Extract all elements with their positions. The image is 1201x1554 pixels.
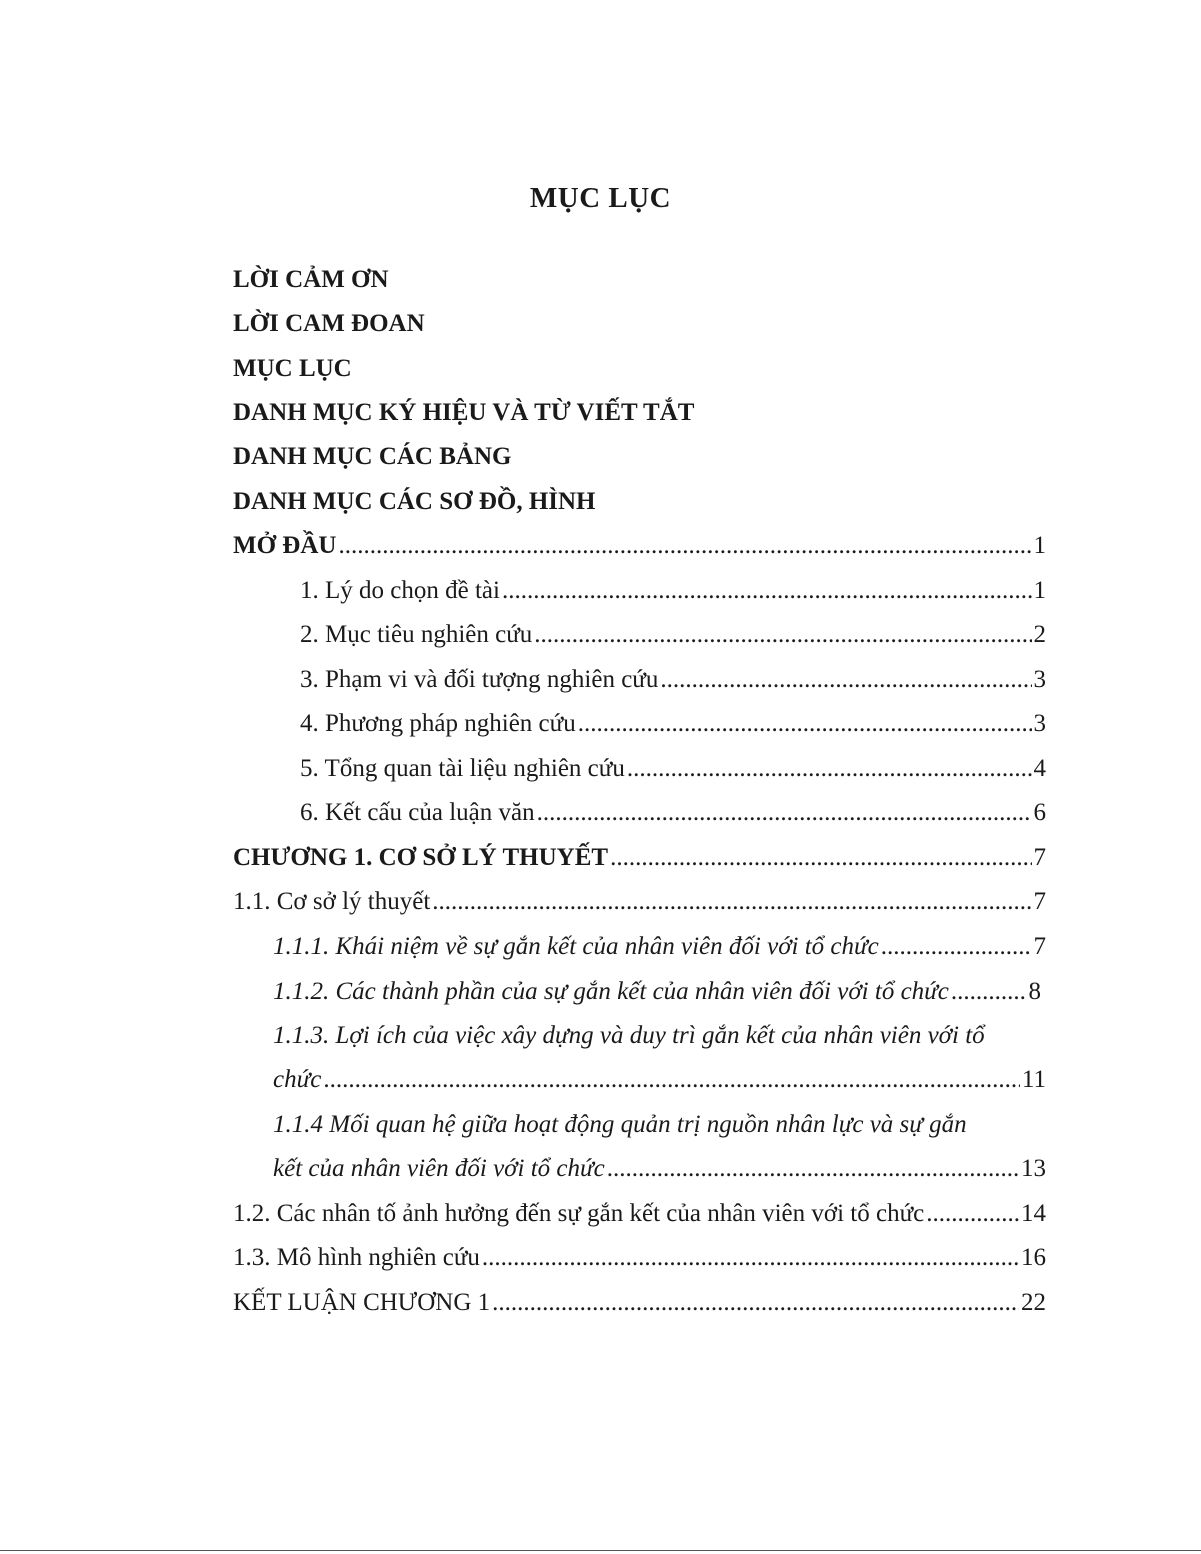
toc-page-number: 11 [1021,1066,1046,1093]
toc-entry-label: 6. Kết cấu của luận văn [300,799,535,826]
toc-page-number: 7 [1033,933,1046,960]
toc-entry-mo-dau[interactable] [0,526,1201,566]
toc-entry-1-1-3-cont[interactable] [0,1060,1201,1100]
toc-entry-conclusion-1[interactable] [0,1283,1201,1323]
toc-page-number: 2 [1033,621,1046,648]
toc-entry-label: 1.1.3. Lợi ích của việc xây dựng và duy trì gắn kết của nhân viên với tổ [273,1022,985,1049]
toc-page-number: 4 [1033,755,1046,782]
toc-entry-intro-2[interactable] [0,615,1201,655]
toc-entry-label: LỜI CẢM ƠN [233,266,389,293]
toc-entry-1-1-4-cont[interactable] [0,1149,1201,1189]
toc-entry-loi-cam-on[interactable] [0,260,1201,300]
toc-entry-chapter-1[interactable] [0,838,1201,878]
toc-page-number: 16 [1021,1244,1046,1271]
dot-leader [578,704,1032,744]
toc-entry-1-2[interactable] [0,1194,1201,1234]
toc-entry-intro-1[interactable] [0,571,1201,611]
dot-leader [432,882,1031,922]
toc-entry-label: chức [273,1066,322,1093]
toc-page-number: 3 [1033,710,1046,737]
dot-leader [338,526,1031,566]
toc-entry-1-1-2[interactable] [0,972,1201,1012]
dot-leader [534,615,1031,655]
toc-entry-intro-6[interactable] [0,793,1201,833]
dot-leader [926,1194,1019,1234]
dot-leader [610,838,1031,878]
toc-entry-danh-muc-so-do[interactable] [0,482,1201,522]
dot-leader [951,972,1027,1012]
toc-entry-danh-muc-ky-hieu[interactable] [0,393,1201,433]
toc-entry-1-1-1[interactable] [0,927,1201,967]
page-title: MỤC LỤC [529,182,672,214]
toc-entry-label: MỤC LỤC [233,355,352,382]
toc-entry-label: MỞ ĐẦU [233,532,337,559]
toc-entry-label: kết của nhân viên đối với tổ chức [273,1155,605,1182]
toc-entry-label: 2. Mục tiêu nghiên cứu [300,621,533,648]
dot-leader [323,1060,1020,1100]
toc-entry-danh-muc-bang[interactable] [0,437,1201,477]
toc-entry-label: 1.1.4 Mối quan hệ giữa hoạt động quản trị nguồn nhân lực và sự gắn [273,1111,967,1138]
toc-page-number: 1 [1033,532,1046,559]
page-bottom-rule [0,1550,1201,1551]
dot-leader [607,1149,1019,1189]
toc-entry-label: LỜI CAM ĐOAN [233,310,425,337]
toc-page-number: 8 [1028,978,1041,1005]
toc-entry-label: 3. Phạm vi và đối tượng nghiên cứu [300,666,659,693]
toc-entry-label: 1.1.2. Các thành phần của sự gắn kết của nhân viên đối với tổ chức [273,978,949,1005]
dot-leader [881,927,1032,967]
toc-entry-label: 1.2. Các nhân tố ảnh hưởng đến sự gắn kết của nhân viên với tổ chức [233,1200,925,1227]
toc-entry-label: 1. Lý do chọn đề tài [300,577,500,604]
toc-entry-intro-5[interactable] [0,749,1201,789]
toc-page-number: 7 [1033,844,1046,871]
dot-leader [627,749,1032,789]
toc-entry-label: DANH MỤC CÁC BẢNG [233,443,512,470]
toc-page-number: 1 [1033,577,1046,604]
toc-entry-1-1-4[interactable] [0,1105,1201,1145]
toc-entry-1-1[interactable] [0,882,1201,922]
toc-entry-label: 5. Tổng quan tài liệu nghiên cứu [300,755,625,782]
toc-page-number: 7 [1033,888,1046,915]
dot-leader [660,660,1031,700]
toc-page-number: 14 [1021,1200,1046,1227]
toc-page-number: 22 [1021,1289,1046,1316]
toc-entry-intro-3[interactable] [0,660,1201,700]
dot-leader [502,571,1032,611]
toc-entry-label: 4. Phương pháp nghiên cứu [300,710,576,737]
toc-entry-label: CHƯƠNG 1. CƠ SỞ LÝ THUYẾT [233,844,609,871]
dot-leader [537,793,1032,833]
toc-entry-label: DANH MỤC KÝ HIỆU VÀ TỪ VIẾT TẮT [233,399,695,426]
toc-entry-label: 1.3. Mô hình nghiên cứu [233,1244,480,1271]
toc-entry-label: 1.1. Cơ sở lý thuyết [233,888,431,915]
toc-page-number: 6 [1033,799,1046,826]
toc-entry-label: DANH MỤC CÁC SƠ ĐỒ, HÌNH [233,488,596,515]
toc-page-number: 3 [1033,666,1046,693]
toc-entry-loi-cam-doan[interactable] [0,304,1201,344]
toc-entry-intro-4[interactable] [0,704,1201,744]
toc-entry-label: 1.1.1. Khái niệm về sự gắn kết của nhân viên đối với tổ chức [273,933,879,960]
dot-leader [482,1238,1019,1278]
toc-entry-muc-luc[interactable] [0,349,1201,389]
toc-entry-1-3[interactable] [0,1238,1201,1278]
dot-leader [492,1283,1019,1323]
toc-page-number: 13 [1021,1155,1046,1182]
toc-entry-1-1-3[interactable] [0,1016,1201,1056]
toc-entry-label: KẾT LUẬN CHƯƠNG 1 [233,1289,491,1316]
